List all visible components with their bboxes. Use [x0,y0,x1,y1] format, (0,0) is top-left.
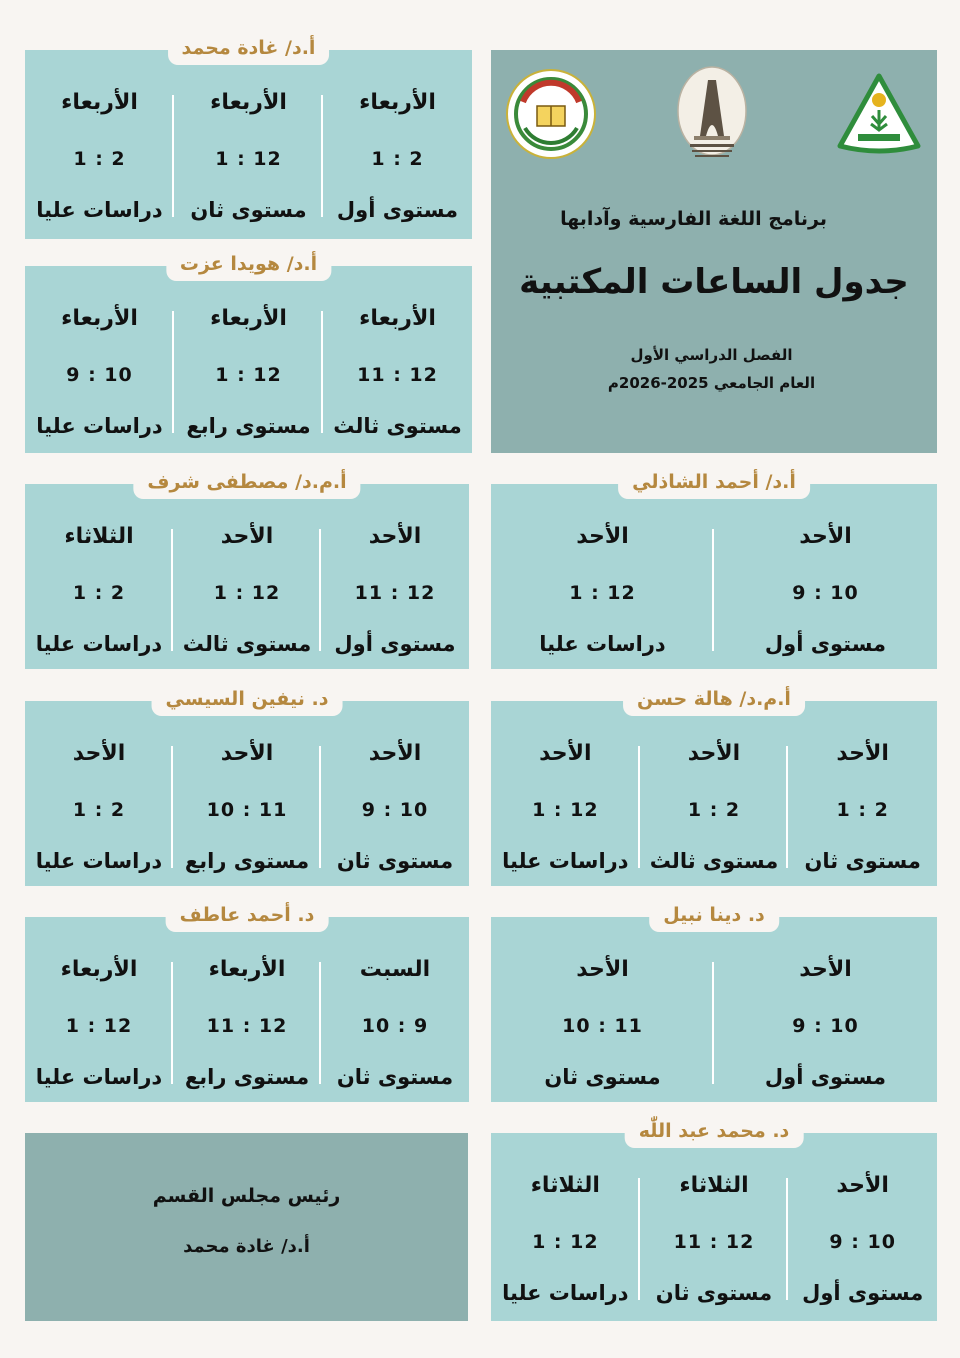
slot-level: مستوى ثالث [333,414,462,438]
slot-day: الثلاثاء [64,524,134,549]
schedule-slot [174,50,323,239]
professor-name: د. محمد عبد اللّٰه [625,1117,804,1148]
schedule-slot [173,917,321,1102]
slot-day: الأحد [799,957,852,982]
slot-day: الأحد [220,741,274,766]
slot-time: 12 : 11 [354,582,436,604]
schedule-slot [174,266,323,453]
slot-day: الأربعاء [210,306,287,331]
schedule-slot [491,701,640,886]
slot-level: مستوى ثان [804,849,921,873]
slot-time: 11 : 10 [206,799,288,821]
schedule-slot [321,701,469,886]
schedule-slot [640,1133,789,1321]
slot-level: مستوى رابع [184,849,310,873]
schedule-slot [173,484,321,669]
slot-level: مستوى أول [334,632,456,656]
slot-time: 2 : 1 [371,148,424,170]
schedule-slot [491,917,714,1102]
schedule-card [25,471,469,669]
department-head-title: رئيس مجلس القسم [152,1185,341,1207]
footer-panel [25,1133,468,1321]
slot-level: مستوى أول [336,198,459,222]
slot-day: السبت [359,957,431,982]
professor-name: أ.د/ هويدا عزت [166,250,331,281]
slot-day: الأحد [836,1173,889,1198]
program-name: برنامج اللغة الفارسية وآدابها [560,208,827,230]
slot-time: 12 : 1 [569,582,636,604]
slot-time: 10 : 9 [792,1015,859,1037]
slot-level: دراسات عليا [35,1065,163,1089]
professor-name: د. نيفين السيسي [152,685,343,716]
slot-level: دراسات عليا [36,198,163,222]
slot-level: دراسات عليا [35,632,163,656]
slot-time: 2 : 1 [73,148,126,170]
header-panel [491,50,937,453]
slot-level: مستوى ثالث [649,849,779,873]
schedule-slot [491,1133,640,1321]
slot-time: 10 : 9 [361,799,429,821]
slot-level: دراسات عليا [539,632,666,656]
slot-time: 12 : 1 [215,364,282,386]
slot-day: الأربعاء [208,957,286,982]
schedule-slot [788,701,937,886]
slot-day: الأربعاء [61,90,138,115]
schedule-slot [25,50,174,239]
slot-day: الأربعاء [359,90,436,115]
slot-level: مستوى ثان [190,198,307,222]
slot-day: الثلاثاء [530,1173,600,1198]
schedule-slot [323,266,472,453]
slot-day: الأربعاء [61,306,138,331]
slot-time: 10 : 9 [792,582,859,604]
professor-name: د. دينا نبيل [649,901,779,932]
slot-time: 12 : 11 [673,1231,755,1253]
schedule-card [25,253,472,453]
slot-level: مستوى ثالث [182,632,312,656]
menoufia-university-logo-icon [836,72,922,158]
slot-day: الأحد [576,957,629,982]
slot-time: 12 : 11 [357,364,438,386]
slot-level: مستوى ثان [336,849,454,873]
slot-level: مستوى ثان [544,1065,661,1089]
professor-name: د. أحمد عاطف [166,901,329,932]
schedule-slot [321,484,469,669]
schedule-slot [491,484,714,669]
academic-year-label: العام الجامعي 2025-2026م [607,374,816,392]
slot-level: مستوى رابع [184,1065,310,1089]
schedule-slot [321,917,469,1102]
slot-time: 12 : 1 [532,1231,599,1253]
schedule-slot [323,50,472,239]
slot-level: مستوى ثان [336,1065,454,1089]
schedule-slot [25,266,174,453]
slot-time: 10 : 9 [829,1231,896,1253]
department-head-name: أ.د/ غادة محمد [183,1236,310,1257]
slot-level: مستوى رابع [186,414,311,438]
slot-day: الأربعاء [210,90,287,115]
slot-time: 9 : 10 [361,1015,429,1037]
slot-time: 12 : 1 [532,799,599,821]
slot-day: الأحد [368,741,422,766]
schedule-slot [714,484,937,669]
schedule-slot [173,701,321,886]
slot-day: الأربعاء [359,306,436,331]
schedule-card [491,471,937,669]
slot-time: 12 : 11 [206,1015,288,1037]
slot-day: الثلاثاء [679,1173,749,1198]
faculty-of-arts-seal-icon [505,68,597,160]
professor-name: أ.م.د/ مصطفى شرف [133,468,360,499]
slot-level: مستوى أول [764,632,887,656]
logo-row [491,68,937,178]
slot-time: 11 : 10 [562,1015,643,1037]
slot-time: 2 : 1 [72,799,126,821]
slot-level: مستوى أول [802,1281,924,1305]
professor-name: أ.م.د/ هالة حسن [623,685,805,716]
schedule-slot [25,484,173,669]
slot-day: الأحد [72,741,126,766]
schedule-card [491,904,937,1102]
schedule-card [25,37,472,239]
slot-level: دراسات عليا [35,849,163,873]
professor-name: أ.د/ أحمد الشاذلي [618,468,810,499]
schedule-card [25,688,469,886]
slot-day: الأحد [836,741,889,766]
slot-day: الأحد [220,524,274,549]
schedule-card [491,1120,937,1321]
slot-time: 12 : 1 [215,148,282,170]
slot-day: الأحد [539,741,592,766]
slot-day: الأحد [799,524,852,549]
slot-level: مستوى أول [764,1065,887,1089]
azadi-tower-logo-icon [676,66,748,166]
slot-time: 12 : 1 [213,582,281,604]
slot-level: دراسات عليا [36,414,163,438]
semester-label: الفصل الدراسي الأول [630,346,793,364]
schedule-slot [640,701,789,886]
schedule-slot [25,701,173,886]
page-title: جدول الساعات المكتبية [519,262,909,302]
schedule-slot [25,917,173,1102]
slot-time: 2 : 1 [72,582,126,604]
slot-day: الأحد [576,524,629,549]
schedule-slot [714,917,937,1102]
slot-time: 12 : 1 [65,1015,133,1037]
slot-time: 2 : 1 [836,799,889,821]
slot-time: 10 : 9 [66,364,133,386]
schedule-card [25,904,469,1102]
professor-name: أ.د/ غادة محمد [168,34,330,65]
slot-level: دراسات عليا [502,1281,629,1305]
schedule-card [491,688,937,886]
slot-day: الأحد [687,741,741,766]
slot-level: دراسات عليا [502,849,629,873]
slot-time: 2 : 1 [687,799,741,821]
schedule-slot [788,1133,937,1321]
slot-day: الأربعاء [60,957,138,982]
slot-level: مستوى ثان [655,1281,773,1305]
slot-day: الأحد [368,524,422,549]
